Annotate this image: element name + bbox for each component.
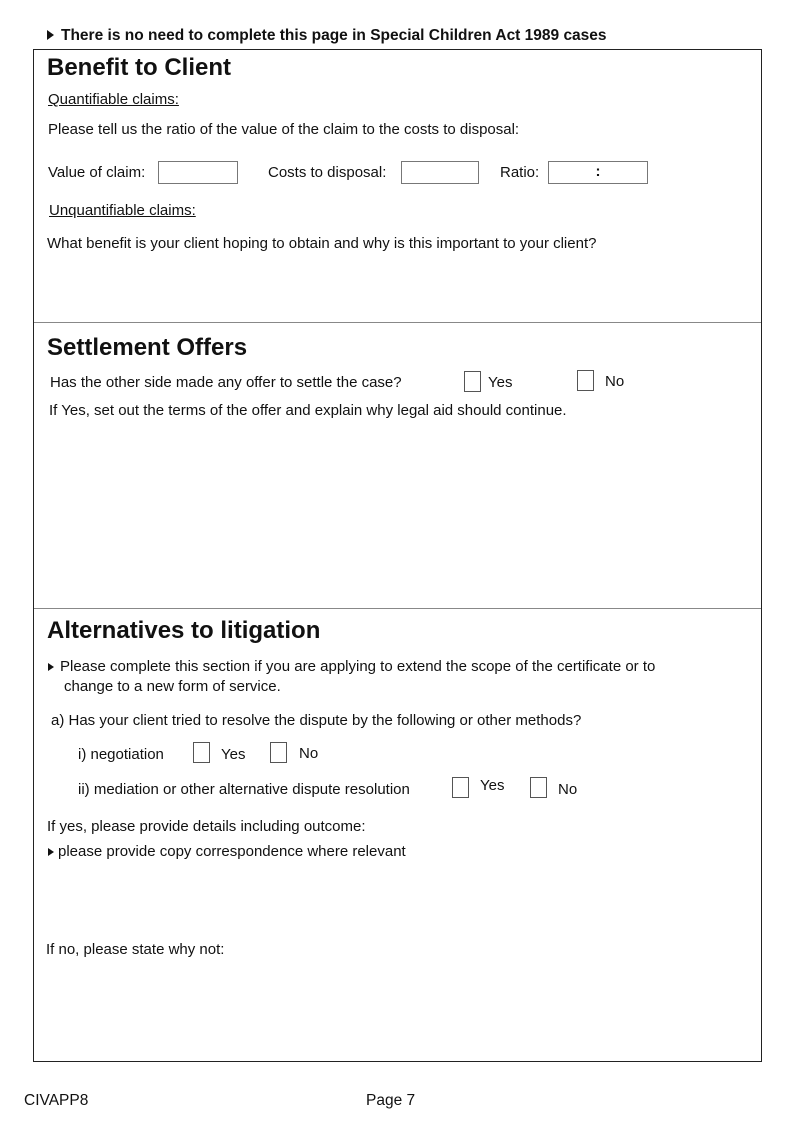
ratio-field[interactable] [548,161,648,184]
alternatives-section-title: Alternatives to litigation [47,617,321,644]
negotiation-yes-checkbox[interactable] [193,742,210,763]
arrow-right-icon [48,848,54,856]
unquantifiable-claims-label: Unquantifiable claims: [49,202,196,219]
benefit-question: What benefit is your client hoping to obtain and why is this important to your client? [47,235,597,252]
offer-question: Has the other side made any offer to settle the case? [50,374,402,391]
scope-note-line-2: change to a new form of service. [64,678,281,695]
correspondence-note-text: please provide copy correspondence where relevant [58,843,406,860]
if-no-label: If no, please state why not: [46,941,225,958]
if-yes-label: If yes, please provide details including outcome: [47,818,366,835]
negotiation-label: i) negotiation [78,746,164,763]
offer-yes-label: Yes [488,374,513,391]
notice-banner [47,27,607,45]
notice-text: There is no need to complete this page in Special Children Act 1989 cases [61,27,607,44]
ratio-label: Ratio: [500,164,540,181]
offer-terms-answer-area[interactable] [40,428,755,603]
offer-yes-checkbox[interactable] [464,371,481,392]
ratio-instruction: Please tell us the ratio of the value of the claim to the costs to disposal: [48,121,520,138]
scope-note-line-1 [48,658,655,675]
if-no-answer-area[interactable] [40,965,755,1055]
quantifiable-claims-label: Quantifiable claims: [48,91,179,108]
negotiation-no-checkbox[interactable] [270,742,287,763]
costs-to-disposal-field[interactable] [401,161,479,184]
arrow-right-icon [47,30,54,40]
costs-to-disposal-label: Costs to disposal: [268,164,387,181]
settlement-section-title: Settlement Offers [47,334,248,361]
offer-terms-instruction: If Yes, set out the terms of the offer and explain why legal aid should continue. [49,402,567,419]
offer-no-checkbox[interactable] [577,370,594,391]
mediation-no-checkbox[interactable] [530,777,547,798]
section-divider [34,608,761,609]
benefit-answer-area[interactable] [40,260,755,320]
benefit-section-title: Benefit to Client [47,54,231,81]
mediation-no-label: No [558,781,578,798]
negotiation-yes-label: Yes [221,746,246,763]
section-divider [34,322,761,323]
value-of-claim-label: Value of claim: [48,164,146,181]
form-frame [33,49,762,1062]
ratio-separator: : [595,163,601,180]
value-of-claim-field[interactable] [158,161,238,184]
correspondence-note [48,843,406,860]
mediation-yes-checkbox[interactable] [452,777,469,798]
if-yes-answer-area[interactable] [40,865,755,935]
scope-note-text: Please complete this section if you are applying to extend the scope of the certificate or to [60,658,656,675]
mediation-label: ii) mediation or other alternative dispute resolution [78,781,410,798]
arrow-right-icon [48,663,54,671]
page-number: Page 7 [366,1092,416,1109]
offer-no-label: No [605,373,625,390]
negotiation-no-label: No [299,745,319,762]
form-code: CIVAPP8 [24,1092,89,1109]
mediation-yes-label: Yes [480,777,505,794]
question-a: a) Has your client tried to resolve the dispute by the following or other methods? [51,712,582,729]
